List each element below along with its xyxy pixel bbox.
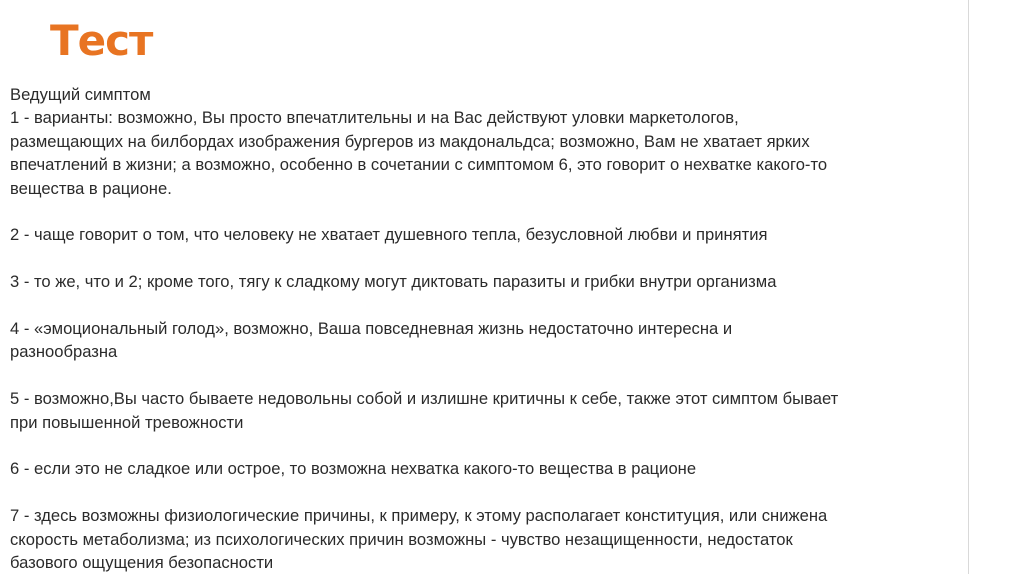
text-line: скорость метаболизма; из психологических причин возможны - чувство незащищенности, недостаток: [10, 529, 793, 549]
text-line: разнообразна: [10, 342, 118, 362]
text-line: 6 - если это не сладкое или острое, то возможна нехватка какого-то вещества в рационе: [10, 459, 697, 479]
text-line: 5 - возможно,Вы часто бываете недовольны собой и излишне критичны к себе, также этот симптом бывает: [10, 389, 839, 409]
text-line: базового ощущения безопасности: [10, 553, 274, 573]
paragraph-7: [10, 504, 1020, 574]
paragraph-2: [10, 223, 1020, 246]
text-line: впечатлений в жизни; а возможно, особенно в сочетании с симптомом 6, это говорит о нехватке какого-то: [10, 155, 828, 175]
paragraph-1: [10, 83, 1020, 200]
text-line: 3 - то же, что и 2; кроме того, тягу к сладкому могут диктовать паразиты и грибки внутри организма: [10, 272, 777, 292]
text-line: 2 - чаще говорит о том, что человеку не хватает душевного тепла, безусловной любви и принятия: [10, 225, 768, 245]
slide-content: [10, 83, 1020, 574]
paragraph-5: [10, 387, 1020, 434]
paragraph-6: [10, 457, 1020, 480]
slide-title: Тест: [50, 16, 153, 65]
text-line: размещающих на билбордах изображения бургеров из макдональдса; возможно, Вам не хватает ярких: [10, 131, 810, 151]
text-line: 4 - «эмоциональный голод», возможно, Ваша повседневная жизнь недостаточно интересна и: [10, 319, 733, 339]
heading-line: Ведущий симптом: [10, 85, 151, 104]
text-line: вещества в рационе.: [10, 178, 172, 198]
text-line: 1 - варианты: возможно, Вы просто впечатлительны и на Вас действуют уловки маркетологов,: [10, 108, 739, 128]
paragraph-3: [10, 270, 1020, 293]
paragraph-4: [10, 317, 1020, 364]
text-line: при повышенной тревожности: [10, 412, 244, 432]
text-line: 7 - здесь возможны физиологические причины, к примеру, к этому располагает конституция, или снижена: [10, 506, 828, 526]
